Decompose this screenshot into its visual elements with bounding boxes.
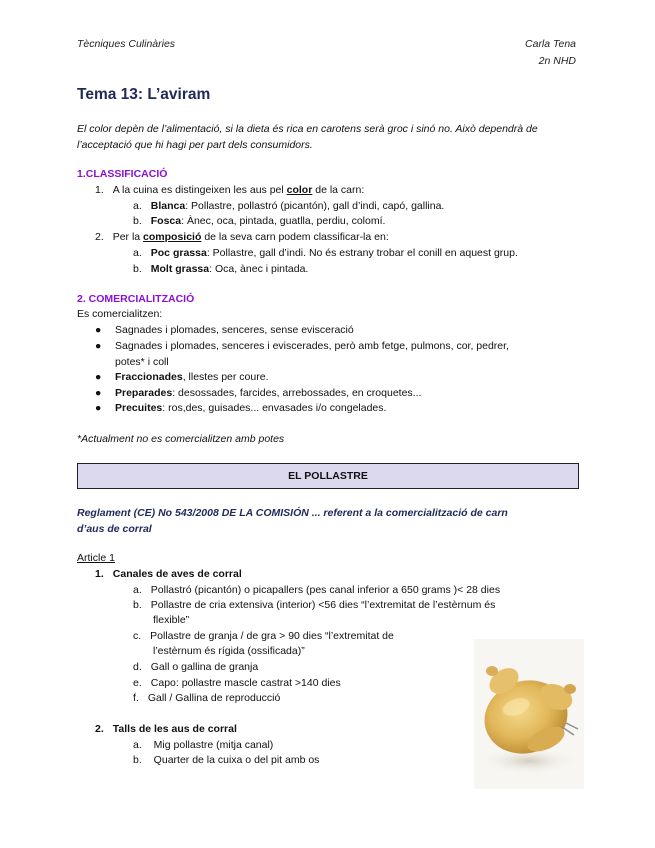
section-classification-heading: 1.CLASSIFICACIÓ (77, 168, 168, 180)
article-sub-e: e. Capo: pollastre mascle castrat >140 dies (133, 677, 341, 689)
classification-item-1: 1. A la cuina es distingeixen les aus pel color de la carn: (95, 184, 365, 196)
article-sub-f: f. Gall / Gallina de reproducció (133, 692, 281, 704)
regulation-line-2: d’aus de corral (77, 523, 152, 535)
article-sub-2b: b. Quarter de la cuixa o del pit amb os (133, 754, 320, 766)
header-left: Tècniques Culinàries (77, 38, 176, 50)
article-label: Article 1 (77, 552, 115, 564)
intro-paragraph: El color depèn de l’alimentació, si la dieta és rica en carotens serà groc i sinó no. Això dependrà de l’acceptació que hi hagi per part dels consumidors. (77, 123, 538, 151)
commercial-bullet-5: ● Precuites: ros,des, guisades... envasades i/o congelades. (95, 402, 387, 414)
article-sub-c: c. Pollastre de granja / de gra > 90 dies “l’extremitat de (133, 630, 394, 642)
chicken-image (474, 639, 584, 789)
keyword-composicio: composició (143, 231, 202, 243)
header-right-name: Carla Tena (525, 38, 576, 50)
commercial-bullet-1: ● Sagnades i plomades, senceres, sense evisceració (95, 324, 354, 336)
commercial-bullet-3: ● Fraccionades, llestes per coure. (95, 371, 269, 383)
section-commercial-heading: 2. COMERCIALITZACIÓ (77, 293, 195, 305)
page-title: Tema 13: L’aviram (77, 86, 211, 103)
article-sub-d: d. Gall o gallina de granja (133, 661, 259, 673)
commercial-note: *Actualment no es comercialitzen amb potes (77, 433, 285, 445)
article-sub-2a: a. Mig pollastre (mitja canal) (133, 739, 274, 751)
classification-sub-a: a. Blanca: Pollastre, pollastró (picantón), gall d’indi, capó, gallina. (133, 200, 445, 212)
commercial-bullet-2-cont: potes* i coll (115, 356, 169, 368)
classification-sub-b: b. Fosca: Ànec, oca, pintada, guatlla, perdiu, colomí. (133, 215, 386, 227)
article-item-2: 2. Talls de les aus de corral (95, 723, 237, 735)
commercial-bullet-2: ● Sagnades i plomades, senceres i eviscerades, però amb fetge, pulmons, cor, pedrer, (95, 340, 509, 352)
article-sub-b-cont: flexible” (153, 614, 190, 626)
chicken-icon (474, 639, 584, 789)
commercial-bullet-4: ● Preparades: desossades, farcides, arrebossades, en croquetes... (95, 387, 422, 399)
classification-sub-2a: a. Poc grassa: Pollastre, gall d’indi. No és estrany trobar el conill en aquest grup. (133, 247, 518, 259)
keyword-color: color (286, 184, 313, 196)
commercial-lead: Es comercialitzen: (77, 308, 163, 320)
regulation-line-1: Reglament (CE) No 543/2008 DE LA COMISIÓN ... referent a la comercialització de carn (77, 507, 508, 519)
classification-item-2: 2. Per la composició de la seva carn podem classificar-la en: (95, 231, 389, 243)
article-sub-a: a. Pollastró (picantón) o picapallers (pes canal inferior a 650 grams )< 28 dies (133, 584, 501, 596)
header-right-course: 2n NHD (538, 55, 576, 67)
article-sub-c-cont: l’estèrnum és rígida (ossificada)” (153, 645, 305, 657)
section-banner: EL POLLASTRE (77, 463, 579, 489)
article-sub-b: b. Pollastre de cria extensiva (interior) <56 dies “l’extremitat de l’estèrnum és (133, 599, 496, 611)
classification-sub-2b: b. Molt grassa: Oca, ànec i pintada. (133, 263, 309, 275)
article-item-1: 1. Canales de aves de corral (95, 568, 242, 580)
